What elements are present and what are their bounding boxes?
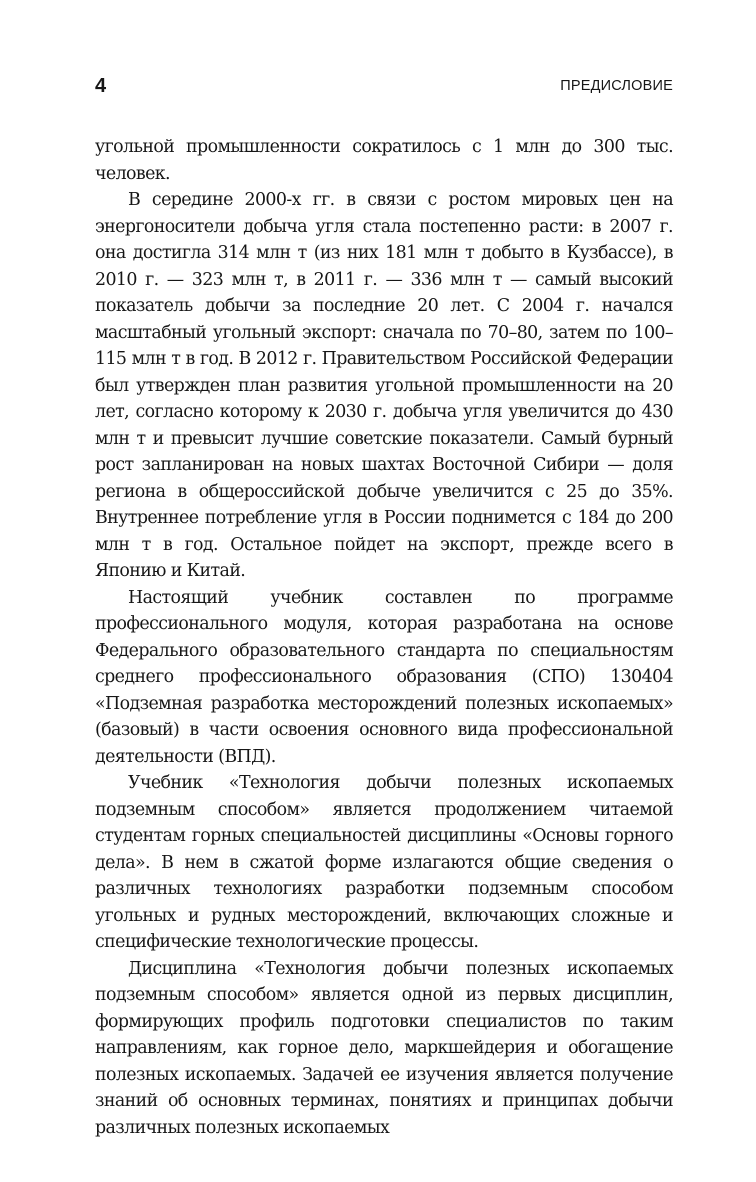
- paragraph: Учебник «Технология добычи полезных ископаемых подземным способом» является продолжением читаемой студентам горных специальностей дисциплины «Основы горного дела». В нем в сжатой форме излагаются общие сведения о различных технологиях разработки подземным способом угольных и рудных месторождений, включающих сложные и специфические технологические процессы.: [95, 773, 673, 952]
- paragraph: угольной промышленности сократилось с 1 млн до 300 тыс. человек.: [95, 137, 673, 184]
- paragraph: Настоящий учебник составлен по программе профессионального модуля, которая разработана на основе Федерального образовательного стандарта по специальностям среднего профессионального образования (СПО) 130404 «Подземная разработка месторождений полезных ископаемых» (базовый) в части освоения основного вида профессиональной деятельности (ВПД).: [95, 587, 673, 767]
- page-header: [95, 74, 673, 98]
- page-number: 4: [95, 75, 107, 97]
- paragraph: Дисциплина «Технология добычи полезных ископаемых подземным способом» является одной из первых дисциплин, формирующих профиль подготовки специалистов по таким направлениям, как горное дело, маркшейдерия и обогащение полезных ископаемых. Задачей ее изучения является получение знаний об основных терминах, понятиях и принципах добычи различных полезных ископаемых: [95, 958, 673, 1138]
- body-text: [95, 134, 673, 1141]
- paragraph: В середине 2000-х гг. в связи с ростом мировых цен на энергоносители добыча угля стала постепенно расти: в 2007 г. она достигла 314 млн т (из них 181 млн т добыто в Кузбассе), в 2010 г. — 323 млн т, в 2011 г. — 336 млн т — самый высокий показатель добычи за последние 20 лет. С 2004 г. начался масштабный угольный экспорт: сначала по 70–80, затем по 100–115 млн т в год. В 2012 г. Правительством Российской Федерации был утвержден план развития угольной промышленности на 20 лет, согласно которому к 2030 г. добыча угля увеличится до 430 млн т и превысит лучшие советские показатели. Самый бурный рост запланирован на новых шахтах Восточной Сибири — доля региона в общероссийской добыче увеличится с 25 до 35%. Внутреннее потребление угля в России поднимется с 184 до 200 млн т в год. Остальное пойдет на экспорт, прежде всего в Японию и Китай.: [95, 190, 673, 581]
- running-head: ПРЕДИСЛОВИЕ: [560, 78, 673, 94]
